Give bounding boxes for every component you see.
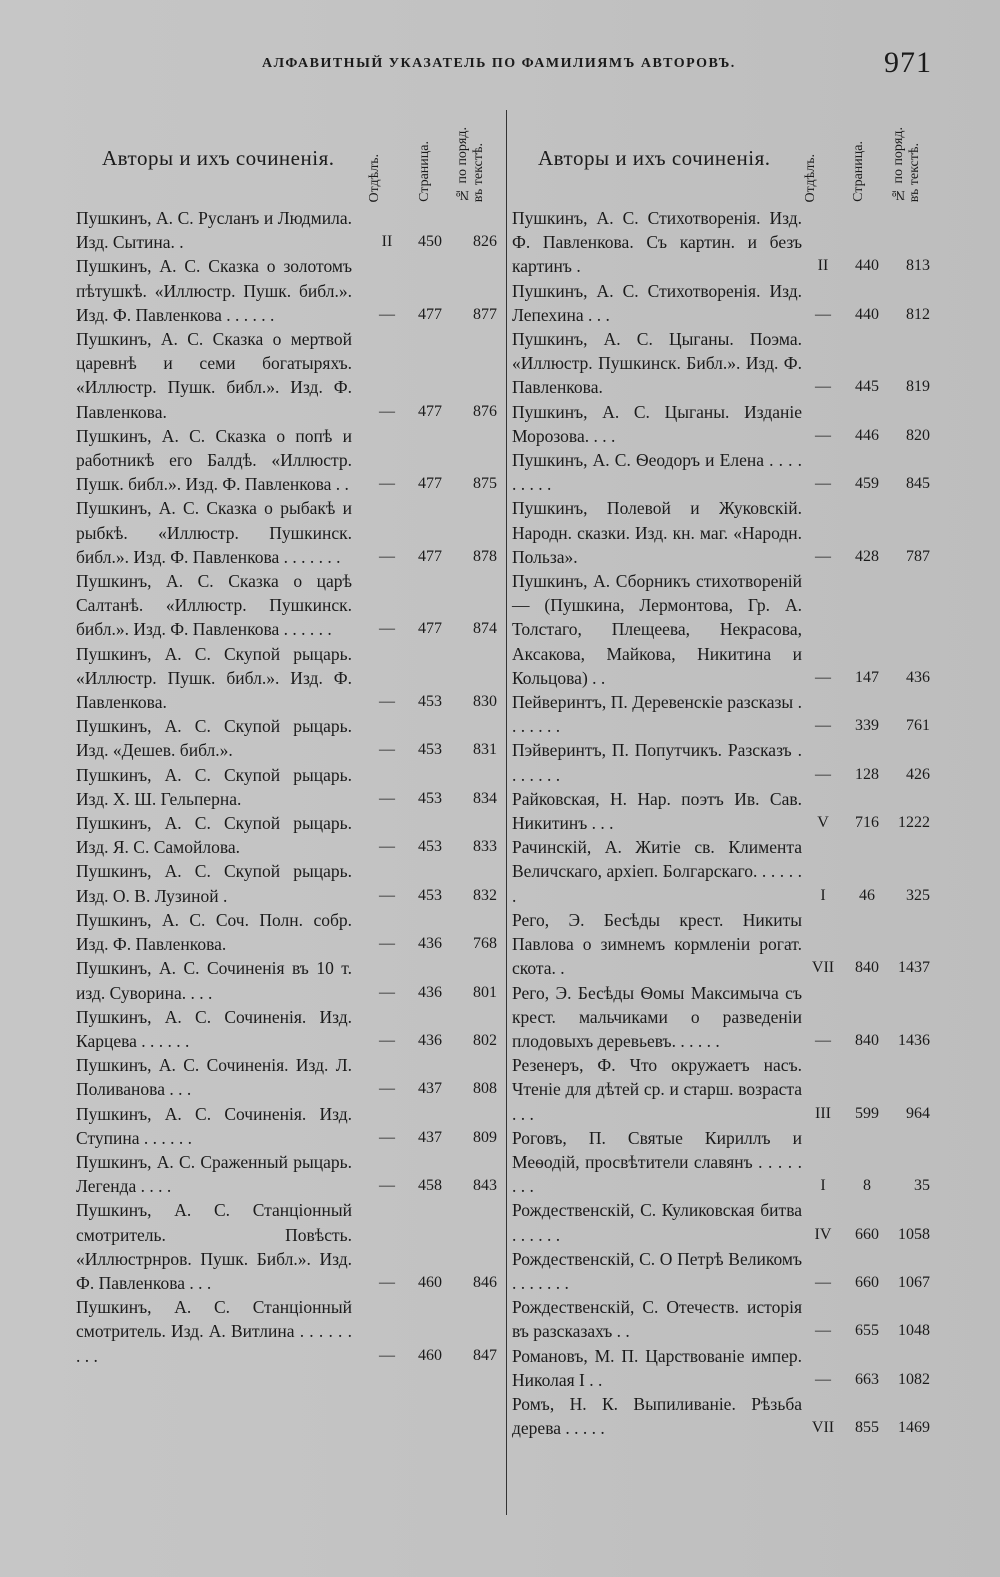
entry-section: III: [815, 1104, 831, 1122]
entry-number: 819: [906, 378, 930, 396]
index-entry: [76, 642, 497, 715]
entry-text: Райковская, Н. Нар. поэтъ Ив. Сав. Никитинъ . . .: [512, 788, 802, 834]
entry-number: 325: [906, 886, 930, 904]
entry-page: 477: [418, 547, 442, 565]
entry-page: 46: [859, 886, 875, 904]
entry-section: —: [815, 305, 831, 323]
index-entry: [76, 424, 497, 497]
entry-numbers: [802, 254, 930, 278]
entry-section: —: [379, 1080, 395, 1098]
number-heading-1: № по поряд.: [891, 126, 906, 202]
entry-text: Пушкинъ, А. С. Стихотворенія. Изд. Лепехина . . .: [512, 280, 802, 325]
entry-numbers: [802, 375, 930, 399]
index-entry: [76, 496, 497, 569]
entry-page: 453: [418, 838, 442, 856]
entry-page: 460: [418, 1273, 442, 1291]
entry-page: 436: [418, 1031, 442, 1049]
entry-page: 339: [855, 717, 879, 735]
entry-text: Резенеръ, Ф. Что окружаетъ насъ. Чтеніе для дѣтей ср. и старш. возраста . . .: [512, 1055, 802, 1124]
entry-page: 147: [855, 668, 879, 686]
entry-section: —: [815, 668, 831, 686]
entry-number: 845: [906, 475, 930, 493]
entry-text: Пушкинъ, А. С. Сочиненія. Изд. Карцева . . . . . .: [76, 1006, 352, 1051]
entry-page: 428: [855, 547, 879, 565]
page-heading: Страница.: [417, 141, 432, 202]
index-entry: [512, 738, 930, 786]
index-entry: [512, 279, 930, 327]
index-entry: [76, 714, 497, 762]
entry-text: Пушкинъ, А. С. Сраженный рыцарь. Легенда . . . .: [76, 1151, 352, 1197]
entry-text: Пушкинъ, А. Сборникъ стихотвореній — (Пушкина, Лермонтова, Гр. А. Толстаго, Плещеева, Некрасова, Аксакова, Майкова, Никитина и Кольцова) . .: [512, 571, 802, 688]
entry-number: 813: [906, 257, 930, 275]
entry-text: Рачинскій, А. Житіе св. Климента Величскаго, архіеп. Болгарскаго. . . . . . .: [512, 837, 802, 906]
index-entry: [76, 1150, 497, 1198]
entry-numbers: [367, 1174, 497, 1198]
entry-numbers: [802, 1029, 930, 1053]
entry-number: 809: [473, 1128, 497, 1146]
entry-section: —: [815, 717, 831, 735]
entry-page: 599: [855, 1104, 879, 1122]
entry-numbers: [367, 303, 497, 327]
index-entry: [512, 1295, 930, 1343]
entry-page: 458: [418, 1177, 442, 1195]
column-title: Авторы и ихъ сочиненія.: [102, 146, 335, 170]
entry-text: Пушкинъ, Полевой и Жуковскій. Народн. сказки. Изд. кн. маг. «Народн. Польза».: [512, 498, 802, 567]
entry-section: —: [379, 620, 395, 638]
entry-section: —: [379, 1031, 395, 1049]
entry-text: Пушкинъ, А. С. Сочиненія въ 10 т. изд. Суворина. . . .: [76, 958, 352, 1003]
entry-page: 655: [855, 1322, 879, 1340]
index-entry: [512, 908, 930, 981]
entry-numbers: [367, 1344, 497, 1368]
entry-number: 787: [906, 547, 930, 565]
entry-numbers: [367, 472, 497, 496]
left-column: [76, 106, 497, 1368]
entry-section: —: [815, 1370, 831, 1388]
entry-numbers: [802, 884, 930, 908]
index-entry: [76, 859, 497, 907]
entry-numbers: [802, 1174, 930, 1198]
entry-numbers: [367, 1126, 497, 1150]
entry-section: —: [815, 1322, 831, 1340]
entry-number: 802: [473, 1031, 497, 1049]
entry-numbers: [802, 1416, 930, 1440]
index-entry: [76, 254, 497, 327]
entry-numbers: [367, 1077, 497, 1101]
entry-number: 1437: [898, 959, 930, 977]
entry-text: Пушкинъ, А. С. Цыганы. Изданіе Морозова. . . .: [512, 401, 802, 446]
entry-text: Пушкинъ, А. С. Стихотворенія. Изд. Ф. Павленкова. Съ картин. и безъ картинъ .: [512, 208, 802, 277]
entry-page: 660: [855, 1225, 879, 1243]
section-heading: Отдѣлъ.: [803, 153, 818, 202]
index-entry: [512, 1392, 930, 1440]
entry-text: Пушкинъ, А. С. Соч. Полн. собр. Изд. Ф. Павленкова.: [76, 909, 352, 955]
entry-section: VII: [811, 1419, 835, 1437]
entry-number: 820: [906, 426, 930, 444]
entry-number: 833: [473, 838, 497, 856]
entry-text: Пушкинъ, А. С. Скупой рыцарь. Изд. «Дешев. библ.».: [76, 716, 352, 761]
entry-numbers: [367, 617, 497, 641]
entry-page: 440: [855, 257, 879, 275]
index-entry: [76, 1053, 497, 1101]
entry-section: VII: [811, 959, 835, 977]
section-heading: Отдѣлъ.: [367, 153, 382, 202]
entry-numbers: [802, 956, 930, 980]
entry-text: Рождественскій, С. Отечеств. исторія въ разсказахъ . .: [512, 1297, 802, 1342]
entry-text: Пушкинъ, А. С. Сочиненія. Изд. Ступина . . . . . .: [76, 1103, 352, 1148]
entry-section: —: [379, 789, 395, 807]
entry-text: Рождественскій, С. Куликовская битва . . . . . .: [512, 1200, 802, 1245]
entry-numbers: [367, 787, 497, 811]
entry-page: 477: [418, 305, 442, 323]
entry-section: —: [815, 475, 831, 493]
index-entry: [512, 690, 930, 738]
entry-number: 877: [473, 305, 497, 323]
column-header: [512, 106, 930, 206]
entry-section: —: [379, 402, 395, 420]
entry-section: —: [379, 1128, 395, 1146]
entry-text: Рего, Э. Бесѣды Ѳомы Максимыча съ крест. мальчиками о разведеніи плодовыхъ деревьевъ. . . . . .: [512, 982, 802, 1051]
entry-number: 964: [906, 1104, 930, 1122]
entry-section: —: [815, 426, 831, 444]
index-entry: [512, 400, 930, 448]
entry-section: I: [820, 1177, 826, 1195]
entry-text: Рождественскій, С. О Петрѣ Великомъ . . . . . . .: [512, 1248, 802, 1293]
entry-numbers: [802, 1271, 930, 1295]
entry-number: 1058: [898, 1225, 930, 1243]
column-title: Авторы и ихъ сочиненія.: [538, 146, 771, 170]
entry-numbers: [367, 835, 497, 859]
entry-page: 8: [863, 1177, 871, 1195]
number-heading-1: № по поряд.: [455, 126, 470, 202]
index-entry: [512, 1198, 930, 1246]
entry-numbers: [802, 303, 930, 327]
index-entry: [76, 327, 497, 424]
entry-section: —: [379, 475, 395, 493]
entry-page: 437: [418, 1080, 442, 1098]
entry-section: —: [815, 547, 831, 565]
entry-number: 876: [473, 402, 497, 420]
index-entry: [512, 448, 930, 496]
index-entry: [76, 206, 497, 254]
entry-page: 436: [418, 983, 442, 1001]
entry-numbers: [802, 1319, 930, 1343]
entry-number: 1048: [898, 1322, 930, 1340]
entry-text: Пушкинъ, А. С. Цыганы. Поэма. «Иллюстр. Пушкинск. Библ.». Изд. Ф. Павленкова.: [512, 329, 802, 398]
entry-page: 840: [855, 959, 879, 977]
entry-text: Пушкинъ, А. С. Скупой рыцарь. «Иллюстр. Пушк. библ.». Изд. Ф. Павленкова.: [76, 643, 352, 713]
entry-number: 834: [473, 789, 497, 807]
entry-text: Пушкинъ, А. С. Станціонный смотритель. Повѣсть. «Иллюстрнров. Пушк. Библ.». Изд. Ф. Павленкова . . .: [76, 1200, 352, 1293]
entry-page: 128: [855, 765, 879, 783]
entry-section: —: [379, 693, 395, 711]
entry-page: 477: [418, 402, 442, 420]
entry-numbers: [367, 1271, 497, 1295]
entry-text: Пушкинъ, А. С. Сказка о рыбакѣ и рыбкѣ. «Иллюстр. Пушкинск. библ.». Изд. Ф. Павленкова . . . . . . .: [76, 498, 352, 567]
entry-page: 437: [418, 1128, 442, 1146]
index-entry: [76, 1102, 497, 1150]
entry-text: Пушкинъ, А. С. Русланъ и Людмила. Изд. Сытина. .: [76, 208, 352, 253]
entry-section: —: [379, 305, 395, 323]
entry-number: 843: [473, 1177, 497, 1195]
index-entry: [76, 956, 497, 1004]
entry-number: 761: [906, 717, 930, 735]
entry-section: I: [820, 886, 826, 904]
entry-page: 453: [418, 789, 442, 807]
index-entry: [512, 981, 930, 1054]
entry-page: 663: [855, 1370, 879, 1388]
entry-text: Пушкинъ, А. С. Скупой рыцарь. Изд. О. В. Лузиной .: [76, 861, 352, 906]
entry-number: 826: [473, 233, 497, 251]
entry-page: 660: [855, 1273, 879, 1291]
entry-numbers: [367, 1029, 497, 1053]
entry-number: 875: [473, 475, 497, 493]
entry-section: —: [379, 983, 395, 1001]
index-entry: [76, 1295, 497, 1368]
entry-numbers: [802, 1102, 930, 1126]
entry-numbers: [802, 714, 930, 738]
entry-text: Пушкинъ, А. С. Ѳеодоръ и Елена . . . . . . . . .: [512, 450, 802, 495]
page-heading: Страница.: [851, 141, 866, 202]
entry-section: —: [815, 1273, 831, 1291]
entry-number: 426: [906, 765, 930, 783]
entry-number: 1436: [898, 1031, 930, 1049]
entry-number: 812: [906, 305, 930, 323]
entry-number: 832: [473, 886, 497, 904]
entry-section: —: [379, 935, 395, 953]
index-entry: [512, 1344, 930, 1392]
index-entry: [76, 1005, 497, 1053]
number-heading-2: въ текстѣ.: [907, 142, 922, 202]
entry-number: 846: [473, 1273, 497, 1291]
entry-section: V: [817, 814, 829, 832]
entry-number: 830: [473, 693, 497, 711]
entry-page: 440: [855, 305, 879, 323]
entry-section: —: [379, 886, 395, 904]
entry-text: Пушкинъ, А. С. Скупой рыцарь. Изд. Х. Ш. Гельперна.: [76, 764, 352, 809]
index-entry: [512, 787, 930, 835]
entry-section: IV: [814, 1225, 832, 1243]
entry-text: Ромъ, Н. К. Выпиливаніе. Рѣзьба дерева . . . . .: [512, 1393, 802, 1439]
entry-numbers: [367, 738, 497, 762]
entry-page: 436: [418, 935, 442, 953]
entry-page: 460: [418, 1346, 442, 1364]
index-entry: [512, 835, 930, 908]
entry-text: Пушкинъ, А. С. Сказка о золотомъ пѣтушкѣ. «Иллюстр. Пушк. библ.». Изд. Ф. Павленкова . . . . . .: [76, 256, 352, 325]
entry-number: 436: [906, 668, 930, 686]
index-entry: [76, 811, 497, 859]
entry-numbers: [802, 1223, 930, 1247]
entry-page: 459: [855, 475, 879, 493]
entry-text: Рего, Э. Бесѣды крест. Никиты Павлова о зимнемъ кормленіи рогат. скота. .: [512, 909, 802, 979]
entry-page: 446: [855, 426, 879, 444]
entry-section: —: [379, 1273, 395, 1291]
entry-text: Роговъ, П. Святые Кириллъ и Меѳодій, просвѣтители славянъ . . . . . . . .: [512, 1127, 802, 1197]
entry-numbers: [367, 400, 497, 424]
entry-numbers: [367, 230, 497, 254]
index-entry: [512, 1126, 930, 1199]
entry-text: Пушкинъ, А. С. Станціонный смотритель. Изд. А. Витлина . . . . . . . . .: [76, 1297, 352, 1366]
entry-page: 716: [855, 814, 879, 832]
entry-number: 878: [473, 547, 497, 565]
entry-numbers: [802, 545, 930, 569]
entry-section: II: [817, 257, 829, 275]
entry-number: 1222: [898, 814, 930, 832]
entry-page: 450: [418, 233, 442, 251]
entry-number: 768: [473, 935, 497, 953]
entry-numbers: [367, 884, 497, 908]
entry-page: 445: [855, 378, 879, 396]
column-header: [76, 106, 497, 206]
entry-number: 1469: [898, 1419, 930, 1437]
page-number: 971: [884, 46, 932, 79]
entry-page: 453: [418, 741, 442, 759]
entry-number: 831: [473, 741, 497, 759]
entry-page: 855: [855, 1419, 879, 1437]
index-entry: [512, 569, 930, 690]
entry-section: —: [379, 741, 395, 759]
entry-numbers: [802, 666, 930, 690]
entry-list: [76, 206, 497, 1368]
entry-numbers: [802, 763, 930, 787]
entry-page: 453: [418, 886, 442, 904]
entry-text: Пушкинъ, А. С. Сочиненія. Изд. Л. Поливанова . . .: [76, 1055, 352, 1100]
index-entry: [76, 763, 497, 811]
number-heading-2: въ текстѣ.: [471, 142, 486, 202]
entry-number: 35: [914, 1177, 930, 1195]
entry-section: II: [381, 233, 393, 251]
entry-number: 874: [473, 620, 497, 638]
entry-numbers: [367, 690, 497, 714]
entry-numbers: [802, 811, 930, 835]
index-entry: [512, 327, 930, 400]
entry-section: —: [815, 1031, 831, 1049]
entry-numbers: [367, 981, 497, 1005]
entry-number: 1067: [898, 1273, 930, 1291]
entry-text: Пушкинъ, А. С. Сказка о попѣ и работникѣ его Балдѣ. «Иллюстр. Пушк. библ.». Изд. Ф. Павленкова . .: [76, 425, 352, 495]
entry-numbers: [802, 472, 930, 496]
index-entry: [76, 1198, 497, 1295]
entry-text: Пушкинъ, А. С. Скупой рыцарь. Изд. Я. С. Самойлова.: [76, 813, 352, 858]
entry-text: Романовъ, М. П. Царствованіе импер. Николая I . .: [512, 1345, 802, 1390]
entry-section: —: [379, 547, 395, 565]
entry-section: —: [815, 378, 831, 396]
entry-section: —: [379, 1346, 395, 1364]
entry-text: Пушкинъ, А. С. Сказка о мертвой царевнѣ и семи богатыряхъ. «Иллюстр. Пушк. библ.». Изд. Ф. Павленкова.: [76, 329, 352, 422]
entry-numbers: [802, 424, 930, 448]
entry-text: Пушкинъ, А. С. Сказка о царѣ Салтанѣ. «Иллюстр. Пушкинск. библ.». Изд. Ф. Павленкова . . . . . .: [76, 571, 352, 640]
index-entry: [76, 569, 497, 642]
entry-number: 808: [473, 1080, 497, 1098]
entry-numbers: [367, 932, 497, 956]
entry-section: —: [815, 765, 831, 783]
running-head: АЛФАВИТНЫЙ УКАЗАТЕЛЬ ПО ФАМИЛИЯМЪ АВТОРОВЪ.: [262, 56, 736, 71]
entry-list: [512, 206, 930, 1440]
index-entry: [76, 908, 497, 956]
entry-number: 801: [473, 983, 497, 1001]
index-entry: [512, 1053, 930, 1126]
entry-page: 477: [418, 620, 442, 638]
entry-section: —: [379, 1177, 395, 1195]
entry-numbers: [367, 545, 497, 569]
entry-section: —: [379, 838, 395, 856]
entry-text: Пэйверинтъ, П. Попутчикъ. Разсказъ . . . . . . .: [512, 740, 802, 785]
entry-page: 840: [855, 1031, 879, 1049]
entry-page: 453: [418, 693, 442, 711]
entry-text: Пейверинтъ, П. Деревенскіе разсказы . . . . . . .: [512, 692, 802, 737]
entry-number: 847: [473, 1346, 497, 1364]
right-column: [512, 106, 930, 1440]
index-entry: [512, 1247, 930, 1295]
entry-number: 1082: [898, 1370, 930, 1388]
index-entry: [512, 206, 930, 279]
entry-numbers: [802, 1368, 930, 1392]
entry-page: 477: [418, 475, 442, 493]
column-divider: [506, 110, 507, 1515]
index-entry: [512, 496, 930, 569]
